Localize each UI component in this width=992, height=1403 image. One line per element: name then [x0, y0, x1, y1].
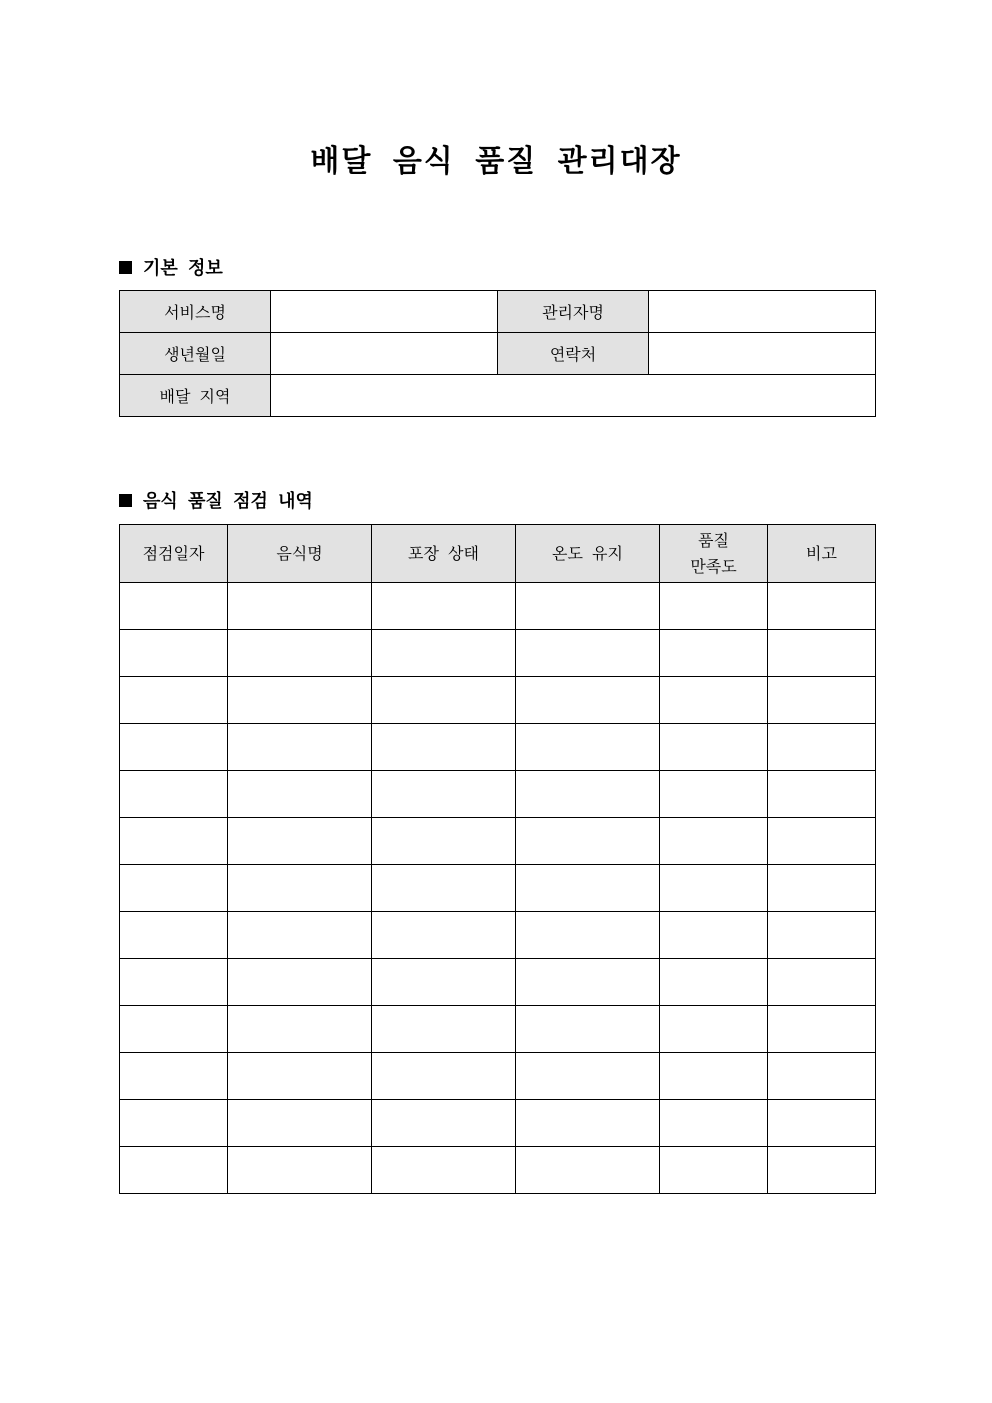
- temperature-cell[interactable]: [516, 1100, 660, 1147]
- date-cell[interactable]: [120, 630, 228, 677]
- food-cell[interactable]: [228, 724, 372, 771]
- note-cell[interactable]: [768, 724, 876, 771]
- temperature-cell[interactable]: [516, 724, 660, 771]
- quality-cell[interactable]: [660, 771, 768, 818]
- food-cell[interactable]: [228, 912, 372, 959]
- service-name-field[interactable]: [271, 291, 498, 333]
- birthdate-field[interactable]: [271, 333, 498, 375]
- manager-label: 관리자명: [498, 291, 649, 333]
- quality-cell[interactable]: [660, 959, 768, 1006]
- delivery-area-label: 배달 지역: [120, 375, 271, 417]
- document-title: 배달 음식 품질 관리대장: [310, 144, 682, 179]
- quality-cell[interactable]: [660, 818, 768, 865]
- quality-cell[interactable]: [660, 1006, 768, 1053]
- table-row: [120, 630, 876, 677]
- table-row: [120, 583, 876, 630]
- column-header-date: 점검일자: [120, 525, 228, 583]
- packaging-cell[interactable]: [372, 1053, 516, 1100]
- food-cell[interactable]: [228, 818, 372, 865]
- packaging-cell[interactable]: [372, 818, 516, 865]
- date-cell[interactable]: [120, 959, 228, 1006]
- date-cell[interactable]: [120, 771, 228, 818]
- temperature-cell[interactable]: [516, 771, 660, 818]
- table-row: [120, 1100, 876, 1147]
- food-cell[interactable]: [228, 771, 372, 818]
- birthdate-label: 생년월일: [120, 333, 271, 375]
- date-cell[interactable]: [120, 818, 228, 865]
- quality-cell[interactable]: [660, 865, 768, 912]
- inspection-heading: [119, 487, 313, 513]
- table-row: [120, 1006, 876, 1053]
- inspection-header-row: [120, 525, 876, 583]
- basic-info-row: [120, 375, 876, 417]
- table-row: [120, 677, 876, 724]
- food-cell[interactable]: [228, 1147, 372, 1194]
- food-cell[interactable]: [228, 1006, 372, 1053]
- temperature-cell[interactable]: [516, 630, 660, 677]
- temperature-cell[interactable]: [516, 1147, 660, 1194]
- black-square-icon: [119, 261, 132, 274]
- table-row: [120, 912, 876, 959]
- contact-label: 연락처: [498, 333, 649, 375]
- quality-cell[interactable]: [660, 1100, 768, 1147]
- note-cell[interactable]: [768, 1147, 876, 1194]
- table-row: [120, 865, 876, 912]
- packaging-cell[interactable]: [372, 583, 516, 630]
- food-cell[interactable]: [228, 1100, 372, 1147]
- service-name-label: 서비스명: [120, 291, 271, 333]
- basic-info-heading-text: 기본 정보: [143, 258, 223, 279]
- temperature-cell[interactable]: [516, 1053, 660, 1100]
- packaging-cell[interactable]: [372, 959, 516, 1006]
- note-cell[interactable]: [768, 771, 876, 818]
- column-header-food: 음식명: [228, 525, 372, 583]
- manager-field[interactable]: [649, 291, 876, 333]
- date-cell[interactable]: [120, 1053, 228, 1100]
- packaging-cell[interactable]: [372, 1147, 516, 1194]
- basic-info-heading: [119, 254, 223, 280]
- temperature-cell[interactable]: [516, 1006, 660, 1053]
- note-cell[interactable]: [768, 912, 876, 959]
- inspection-heading-text: 음식 품질 점검 내역: [143, 491, 313, 512]
- date-cell[interactable]: [120, 865, 228, 912]
- black-square-icon: [119, 494, 132, 507]
- delivery-area-field[interactable]: [271, 375, 876, 417]
- quality-cell[interactable]: [660, 724, 768, 771]
- food-cell[interactable]: [228, 865, 372, 912]
- date-cell[interactable]: [120, 912, 228, 959]
- packaging-cell[interactable]: [372, 630, 516, 677]
- date-cell[interactable]: [120, 677, 228, 724]
- table-row: [120, 724, 876, 771]
- date-cell[interactable]: [120, 1147, 228, 1194]
- table-row: [120, 771, 876, 818]
- note-cell[interactable]: [768, 677, 876, 724]
- food-cell[interactable]: [228, 583, 372, 630]
- table-row: [120, 818, 876, 865]
- column-header-quality: [660, 525, 768, 583]
- food-cell[interactable]: [228, 677, 372, 724]
- inspection-table: [119, 524, 876, 1194]
- column-header-note: 비고: [768, 525, 876, 583]
- note-cell[interactable]: [768, 1100, 876, 1147]
- note-cell[interactable]: [768, 865, 876, 912]
- basic-info-row: [120, 333, 876, 375]
- column-header-temperature: 온도 유지: [516, 525, 660, 583]
- note-cell[interactable]: [768, 583, 876, 630]
- packaging-cell[interactable]: [372, 677, 516, 724]
- temperature-cell[interactable]: [516, 583, 660, 630]
- quality-cell[interactable]: [660, 1147, 768, 1194]
- temperature-cell[interactable]: [516, 677, 660, 724]
- food-cell[interactable]: [228, 1053, 372, 1100]
- date-cell[interactable]: [120, 1006, 228, 1053]
- note-cell[interactable]: [768, 630, 876, 677]
- temperature-cell[interactable]: [516, 959, 660, 1006]
- date-cell[interactable]: [120, 1100, 228, 1147]
- note-cell[interactable]: [768, 818, 876, 865]
- food-cell[interactable]: [228, 959, 372, 1006]
- packaging-cell[interactable]: [372, 1100, 516, 1147]
- basic-info-table: [119, 290, 876, 417]
- contact-field[interactable]: [649, 333, 876, 375]
- packaging-cell[interactable]: [372, 724, 516, 771]
- note-cell[interactable]: [768, 1006, 876, 1053]
- column-header-quality-line1: 품질: [698, 530, 729, 550]
- packaging-cell[interactable]: [372, 771, 516, 818]
- quality-cell[interactable]: [660, 1053, 768, 1100]
- note-cell[interactable]: [768, 959, 876, 1006]
- note-cell[interactable]: [768, 1053, 876, 1100]
- packaging-cell[interactable]: [372, 865, 516, 912]
- table-row: [120, 959, 876, 1006]
- basic-info-row: [120, 291, 876, 333]
- quality-cell[interactable]: [660, 677, 768, 724]
- quality-cell[interactable]: [660, 630, 768, 677]
- quality-cell[interactable]: [660, 912, 768, 959]
- date-cell[interactable]: [120, 583, 228, 630]
- column-header-packaging: 포장 상태: [372, 525, 516, 583]
- temperature-cell[interactable]: [516, 865, 660, 912]
- date-cell[interactable]: [120, 724, 228, 771]
- table-row: [120, 1053, 876, 1100]
- packaging-cell[interactable]: [372, 1006, 516, 1053]
- quality-cell[interactable]: [660, 583, 768, 630]
- temperature-cell[interactable]: [516, 818, 660, 865]
- table-row: [120, 1147, 876, 1194]
- food-cell[interactable]: [228, 630, 372, 677]
- packaging-cell[interactable]: [372, 912, 516, 959]
- column-header-quality-line2: 만족도: [690, 556, 737, 576]
- temperature-cell[interactable]: [516, 912, 660, 959]
- inspection-body: [120, 583, 876, 1194]
